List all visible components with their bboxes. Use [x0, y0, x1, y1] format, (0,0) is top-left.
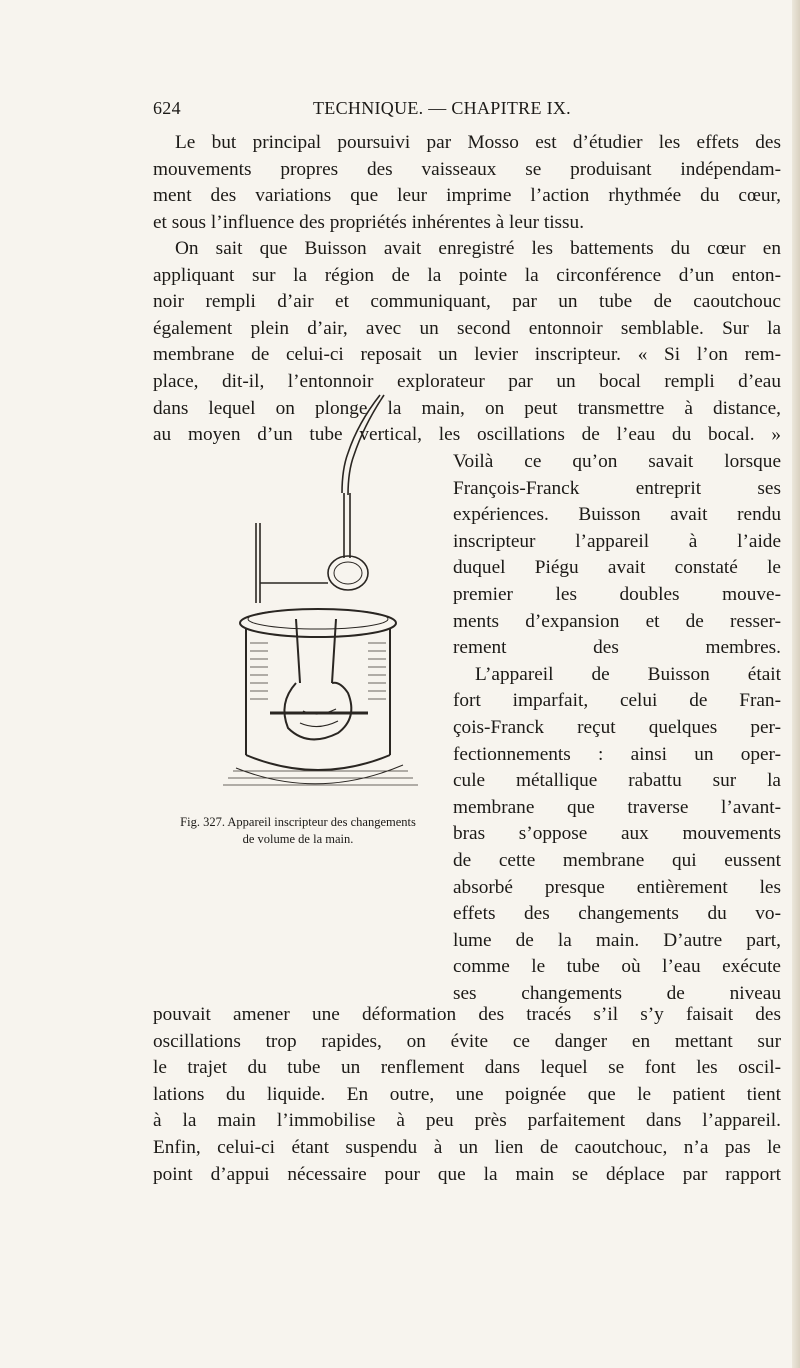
text-line: François-Franck entreprit ses — [453, 477, 781, 499]
text-line: ments d’expansion et de resser- — [453, 610, 781, 632]
text-line: On sait que Buisson avait enregistré les battements du cœur en — [175, 238, 781, 259]
text-line: effets des changements du vo- — [453, 903, 781, 925]
page-edge — [792, 0, 800, 1368]
text-line: absorbé presque entièrement les — [453, 876, 781, 898]
text-line: premier les doubles mouve- — [453, 583, 781, 605]
text-line: fort imparfait, celui de Fran- — [453, 690, 781, 712]
text-line: çois-Franck reçut quelques per- — [453, 716, 781, 738]
text-line: Voilà ce qu’on savait lorsque — [453, 451, 781, 472]
text-line: noir rempli d’air et communiquant, par un tube de caoutchouc — [153, 291, 781, 313]
text-line: au moyen d’un tube vertical, les oscillations de l’eau du bocal. » — [153, 424, 781, 446]
text-line: à la main l’immobilise à peu près parfaitement dans l’appareil. — [153, 1110, 781, 1132]
text-line: oscillations trop rapides, on évite ce danger en mettant sur — [153, 1030, 781, 1052]
text-line: ment des variations que leur imprime l’action rhythmée du cœur, — [153, 185, 781, 207]
text-line: lations du liquide. En outre, une poignée que le patient tient — [153, 1083, 781, 1105]
text-line: expériences. Buisson avait rendu — [453, 504, 781, 526]
figure-caption — [153, 814, 443, 848]
caption-line-2: de volume de la main. — [242, 832, 354, 846]
text-line: ses changements de niveau — [453, 982, 781, 1004]
running-title: TECHNIQUE. — CHAPITRE IX. — [313, 98, 571, 118]
text-line: membrane que traverse l’avant- — [453, 796, 781, 818]
apparatus-illustration — [208, 383, 438, 793]
paragraph-1 — [153, 130, 781, 236]
text-line: pouvait amener une déformation des tracés s’il s’y faisait des — [153, 1004, 781, 1025]
text-line: fectionnements : ainsi un oper- — [453, 743, 781, 765]
text-line: lume de la main. D’autre part, — [453, 929, 781, 951]
text-line: comme le tube où l’eau exécute — [453, 956, 781, 978]
text-line: Le but principal poursuivi par Mosso est d’étudier les effets des — [175, 132, 781, 153]
text-line: cule métallique rabattu sur la — [453, 770, 781, 792]
text-line: membrane de celui-ci reposait un levier inscripteur. « Si l’on rem- — [153, 344, 781, 366]
column-text — [453, 449, 781, 1007]
text-line: et sous l’influence des propriétés inhérentes à leur tissu. — [153, 211, 585, 233]
figure-hand-apparatus — [208, 383, 438, 793]
text-line: le trajet du tube un renflement dans lequel se font les oscil- — [153, 1057, 781, 1079]
text-line: rement des membres. — [453, 637, 781, 659]
text-line: appliquant sur la région de la pointe la circonférence d’un enton- — [153, 264, 781, 286]
text-line: dans lequel on plonge la main, on peut transmettre à distance, — [153, 397, 781, 419]
text-line: mouvements propres des vaisseaux se produisant indépendam- — [153, 158, 781, 180]
text-line: également plein d’air, avec un second entonnoir semblable. Sur la — [153, 317, 781, 339]
text-line: duquel Piégu avait constaté le — [453, 557, 781, 579]
text-line: place, dit-il, l’entonnoir explorateur par un bocal rempli d’eau — [153, 370, 781, 392]
caption-line-1: Fig. 327. Appareil inscripteur des changements — [180, 815, 416, 829]
running-header — [153, 98, 713, 119]
paragraph-3 — [153, 1002, 781, 1188]
text-line: L’appareil de Buisson était — [475, 663, 781, 685]
text-line: bras s’oppose aux mouvements — [453, 823, 781, 845]
text-line: Enfin, celui-ci étant suspendu à un lien de caoutchouc, n’a pas le — [153, 1136, 781, 1158]
text-line: point d’appui nécessaire pour que la main se déplace par rapport — [153, 1163, 781, 1185]
text-line: inscripteur l’appareil à l’aide — [453, 530, 781, 552]
text-line: de cette membrane qui eussent — [453, 849, 781, 871]
page-number: 624 — [153, 98, 181, 118]
